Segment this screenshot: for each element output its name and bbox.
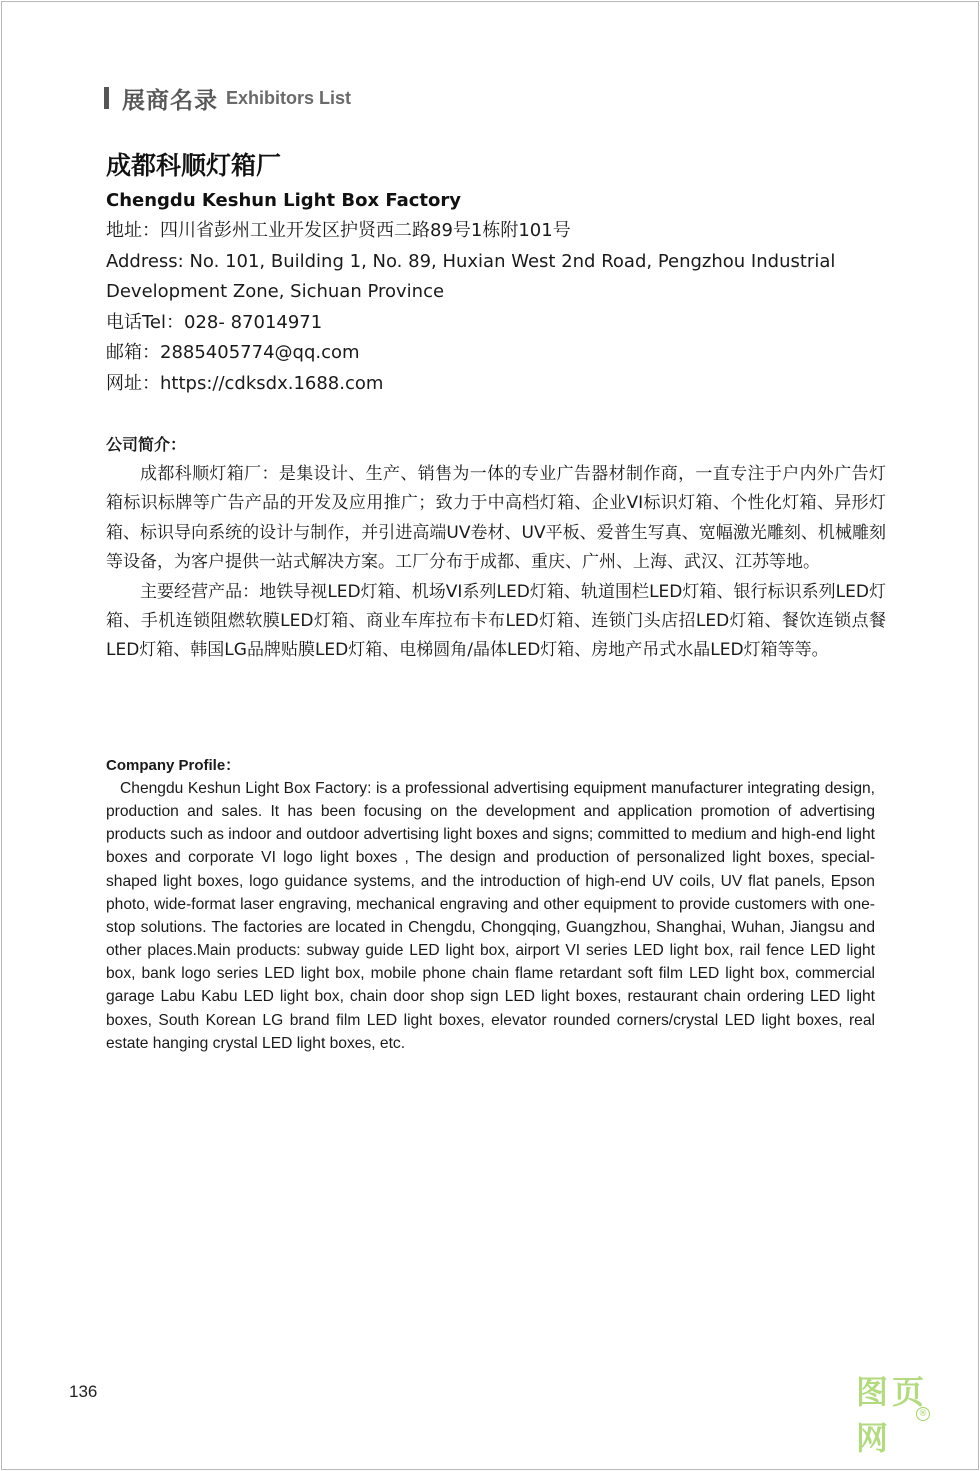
profile-en-title: Company Profile：: [106, 757, 241, 774]
header-accent-bar: [104, 87, 109, 109]
header-title-en: Exhibitors List: [226, 87, 352, 108]
watermark-logo: [856, 1373, 960, 1459]
address-en-line1: Address: No. 101, Building 1, No. 89, Huxian West 2nd Road, Pengzhou Industrial: [106, 250, 836, 272]
profile-en-section: [106, 755, 875, 1055]
company-name-en: Chengdu Keshun Light Box Factory: [106, 190, 461, 211]
email: 邮箱：2885405774@qq.com: [106, 342, 360, 363]
company-info: [106, 148, 886, 399]
page-number: 136: [69, 1382, 98, 1401]
section-header: [104, 84, 351, 112]
registered-mark-icon: ®: [916, 1407, 930, 1421]
profile-cn-paragraph-1: 成都科顺灯箱厂：是集设计、生产、销售为一体的专业广告器材制作商，一直专注于户内外广告灯箱标识标牌等广告产品的开发及应用推广；致力于中高档灯箱、企业VI标识灯箱、个性化灯箱、异形灯箱、标识导向系统的设计与制作，并引进高端UV卷材、UV平板、爱普生写真、宽幅激光雕刻、机械雕刻等设备，为客户提供一站式解决方案。工厂分布于成都、重庆、广州、上海、武汉、江苏等地。: [106, 464, 886, 573]
address-cn: 地址：四川省彭州工业开发区护贤西二路89号1栋附101号: [106, 220, 571, 241]
profile-cn-paragraph-2: 主要经营产品：地铁导视LED灯箱、机场VI系列LED灯箱、轨道围栏LED灯箱、银行标识系列LED灯箱、手机连锁阻燃软膜LED灯箱、商业车库拉布卡布LED灯箱、连锁门头店招LED灯箱、餐饮连锁点餐LED灯箱、韩国LG品牌贴膜LED灯箱、电梯圆角/晶体LED灯箱、房地产吊式水晶LED灯箱等等。: [106, 581, 886, 661]
profile-cn-section: [106, 430, 886, 666]
header-title-cn: 展商名录: [122, 87, 218, 114]
telephone: 电话Tel：028- 87014971: [106, 311, 323, 333]
company-name-cn: 成都科顺灯箱厂: [106, 151, 282, 180]
address-en-line2: Development Zone, Sichuan Province: [106, 281, 445, 302]
profile-en-paragraph: Chengdu Keshun Light Box Factory: is a professional advertising equipment manufacturer integrating design, production and sales. It has been focusing on the development and application promotion of advertising products such as indoor and outdoor advertising light boxes and signs; committed to medium and high-end light boxes and corporate VI logo light boxes , The design and production of personalized light boxes, special-shaped light boxes, logo guidance systems, and the introduction of high-end UV coils, UV flat panels, Epson photo, wide-format laser engraving, mechanical engraving and other equipment to provide customers with one-stop solutions. The factories are located in Chengdu, Chongqing, Guangzhou, Shanghai, Wuhan, Jiangsu and other places.Main products: subway guide LED light box, airport VI series LED light box, rail fence LED light box, bank logo series LED light box, mobile phone chain flame retardant soft film LED light box, commercial garage Labu Kabu LED light box, chain door shop sign LED light boxes, restaurant chain ordering LED light boxes, South Korean LG brand film LED light boxes, elevator rounded corners/crystal LED light boxes, real estate hanging crystal LED light boxes, etc.: [106, 780, 875, 1052]
website: 网址：https://cdksdx.1688.com: [106, 372, 384, 394]
profile-cn-title: 公司简介：: [106, 435, 187, 454]
watermark-text: 图页网: [856, 1373, 929, 1457]
